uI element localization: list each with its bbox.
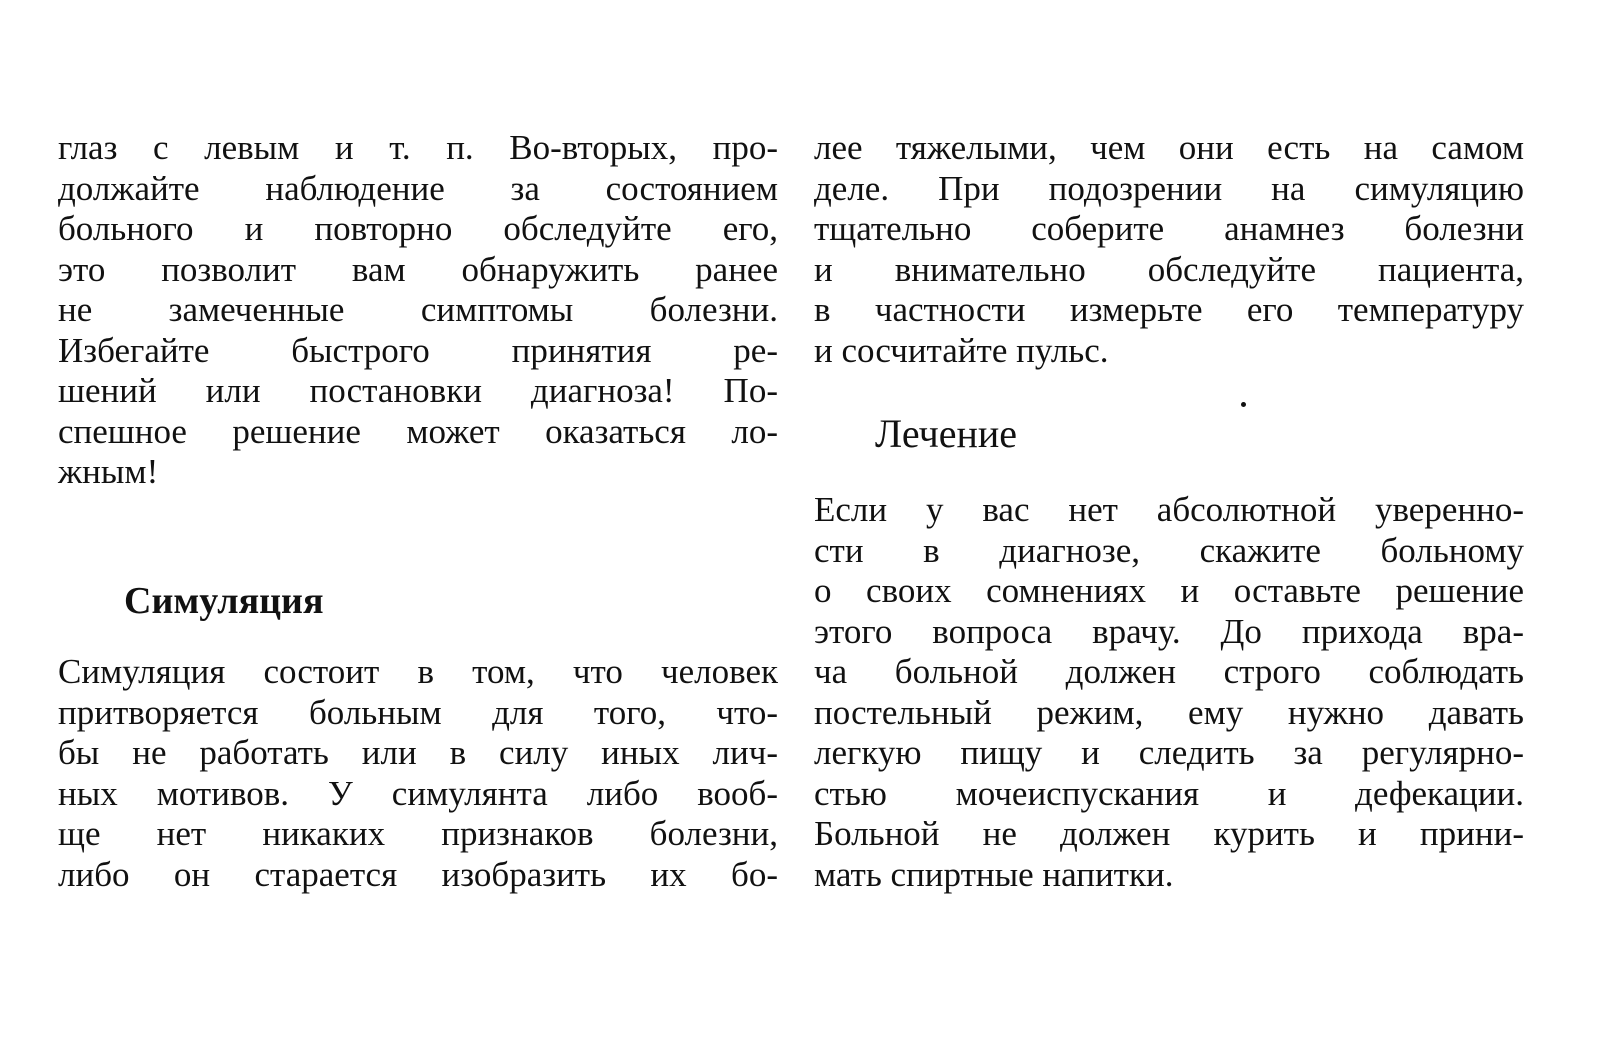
text-line: не замеченные симптомы болезни. <box>58 290 778 329</box>
text-line: и сосчитайте пульс. <box>814 330 1109 370</box>
right-column <box>814 128 1524 371</box>
paragraph-simulation <box>58 652 778 895</box>
text-line: ных мотивов. У симулянта либо вооб- <box>58 773 778 813</box>
text-line: ще нет никаких признаков болезни, <box>58 814 778 853</box>
text-line: Симуляция состоит в том, что человек <box>58 652 778 691</box>
text-line: бы не работать или в силу иных лич- <box>58 733 778 772</box>
text-line: Больной не должен курить и прини- <box>814 814 1524 853</box>
text-line: больного и повторно обследуйте его, <box>58 209 778 248</box>
paragraph-treatment <box>814 490 1524 895</box>
text-line: постельный режим, ему нужно давать <box>814 692 1524 732</box>
text-line: тщательно соберите анамнез болезни <box>814 209 1524 248</box>
text-line: должайте наблюдение за состоянием <box>58 168 778 208</box>
heading-treatment: Лечение <box>875 411 1018 456</box>
paragraph-simulation-continued <box>814 128 1524 371</box>
paragraph-examination <box>58 128 778 493</box>
text-line: жным! <box>58 452 159 491</box>
text-line: либо он старается изобразить их бо- <box>58 854 778 894</box>
stray-dot <box>1241 402 1246 407</box>
text-line: спешное решение может оказаться ло- <box>58 411 778 451</box>
heading-simulation: Симуляция <box>124 580 324 622</box>
text-line: стью мочеиспускания и дефекации. <box>814 773 1524 813</box>
text-line: Избегайте быстрого принятия ре- <box>58 330 778 370</box>
text-line: Если у вас нет абсолютной уверенно- <box>814 490 1524 529</box>
text-line: глаз с левым и т. п. Во-вторых, про- <box>58 128 778 167</box>
text-line: в частности измерьте его температуру <box>814 290 1524 329</box>
text-line: ча больной должен строго соблюдать <box>814 652 1524 691</box>
text-line: притворяется больным для того, что- <box>58 692 778 732</box>
text-line: мать спиртные напитки. <box>814 854 1174 894</box>
text-line: шений или постановки диагноза! По- <box>58 371 778 410</box>
text-line: легкую пищу и следить за регулярно- <box>814 733 1524 772</box>
left-column <box>58 128 778 493</box>
text-line: это позволит вам обнаружить ранее <box>58 249 778 289</box>
text-line: лее тяжелыми, чем они есть на самом <box>814 128 1524 167</box>
text-line: и внимательно обследуйте пациента, <box>814 249 1524 289</box>
text-line: о своих сомнениях и оставьте решение <box>814 571 1524 610</box>
text-line: сти в диагнозе, скажите больному <box>814 530 1524 570</box>
text-line: этого вопроса врачу. До прихода вра- <box>814 611 1524 651</box>
text-line: деле. При подозрении на симуляцию <box>814 168 1524 208</box>
